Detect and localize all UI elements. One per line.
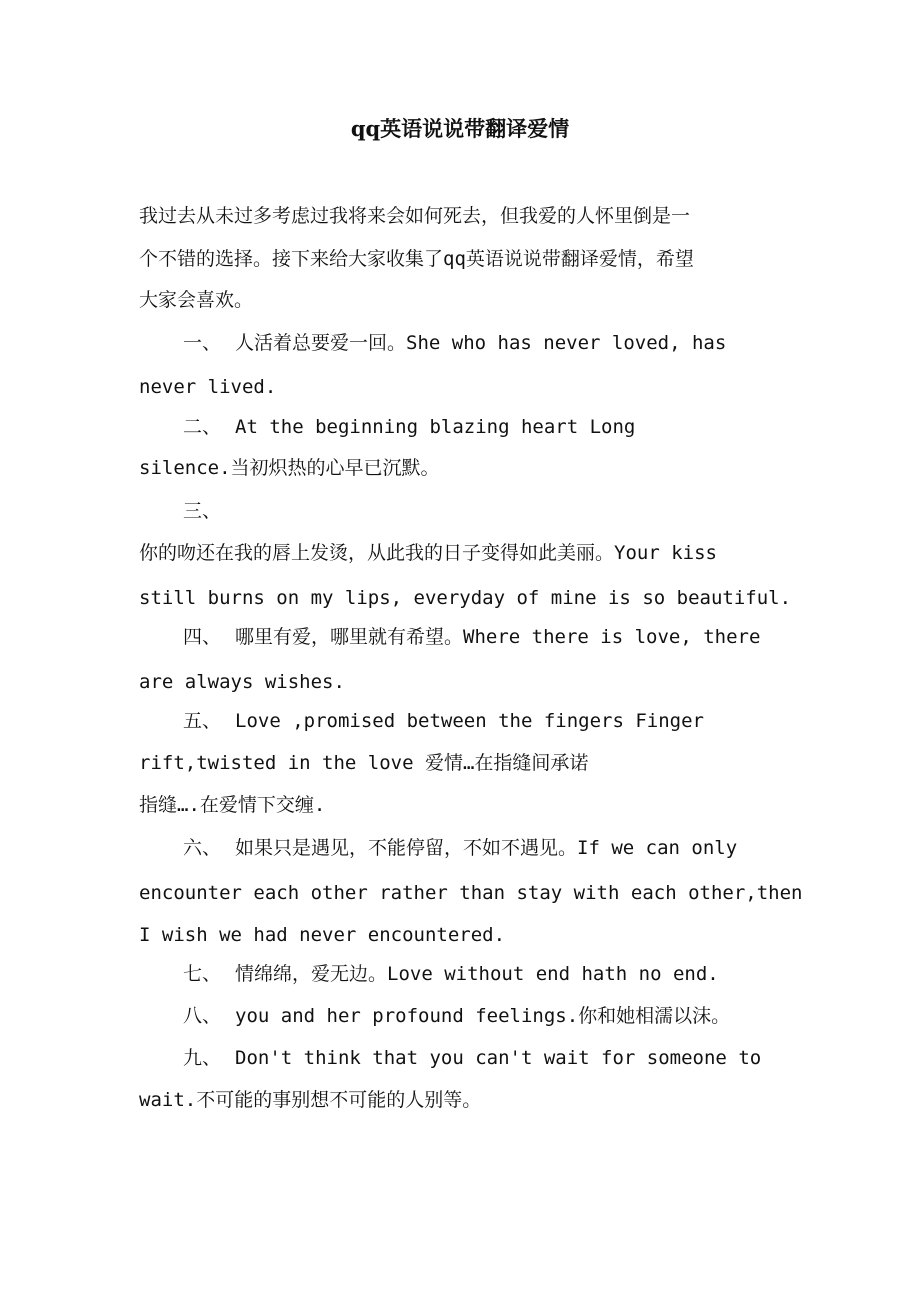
item-text: At the beginning blazing heart Long [235,416,636,438]
item-3-line-2: 你的吻还在我的唇上发烫，从此我的日子变得如此美丽。Your kiss [139,542,717,564]
item-text: Don't think that you can't wait for someone to [235,1047,762,1069]
item-2-line-1 [183,414,635,440]
item-5-line-2: rift,twisted in the love 爱情…在指缝间承诺 [139,752,589,774]
item-6-line-2: encounter each other rather than stay with each other,then [139,882,803,904]
item-text: you and her profound feelings.你和她相濡以沫。 [235,1005,731,1027]
item-number: 一、 [183,332,222,354]
item-4-line-1 [183,624,760,650]
item-text: Love ,promised between the fingers Finger [235,710,704,732]
item-9-line-1 [183,1045,761,1071]
item-1-line-1 [183,330,726,356]
item-number: 九、 [183,1047,222,1069]
item-6-line-1 [183,835,737,861]
item-8-line-1 [183,1003,730,1029]
item-5-line-3: 指缝….在爱情下交缠. [139,794,326,816]
page-title: qq英语说说带翻译爱情 [350,116,570,141]
item-4-line-2: are always wishes. [139,671,345,693]
item-text: 人活着总要爱一回。She who has never loved, has [235,332,727,354]
item-text: 哪里有爱，哪里就有希望。Where there is love, there [235,626,761,648]
item-text: 如果只是遇见，不能停留，不如不遇见。If we can only [235,837,738,859]
item-number: 六、 [183,837,222,859]
item-number: 四、 [183,626,222,648]
item-5-line-1 [183,708,704,734]
item-7-line-1 [183,961,719,987]
item-text: 情绵绵，爱无边。Love without end hath no end. [235,963,719,985]
item-number: 三、 [183,500,222,522]
item-number: 七、 [183,963,222,985]
item-1-line-2: never lived. [139,376,277,398]
item-3-line-3: still burns on my lips, everyday of mine is so beautiful. [139,587,792,609]
item-number: 八、 [183,1005,222,1027]
item-number: 二、 [183,416,222,438]
item-9-line-2: wait.不可能的事别想不可能的人别等。 [139,1089,482,1111]
item-6-line-3: I wish we had never encountered. [139,924,506,946]
item-number: 五、 [183,710,222,732]
intro-line-3: 大家会喜欢。 [139,289,254,311]
item-2-line-2: silence.当初炽热的心早已沉默。 [139,457,440,479]
intro-line-1: 我过去从未过多考虑过我将来会如何死去，但我爱的人怀里倒是一 [139,205,691,227]
intro-line-2: 个不错的选择。接下来给大家收集了qq英语说说带翻译爱情，希望 [139,248,694,270]
item-3-line-1 [183,498,235,524]
